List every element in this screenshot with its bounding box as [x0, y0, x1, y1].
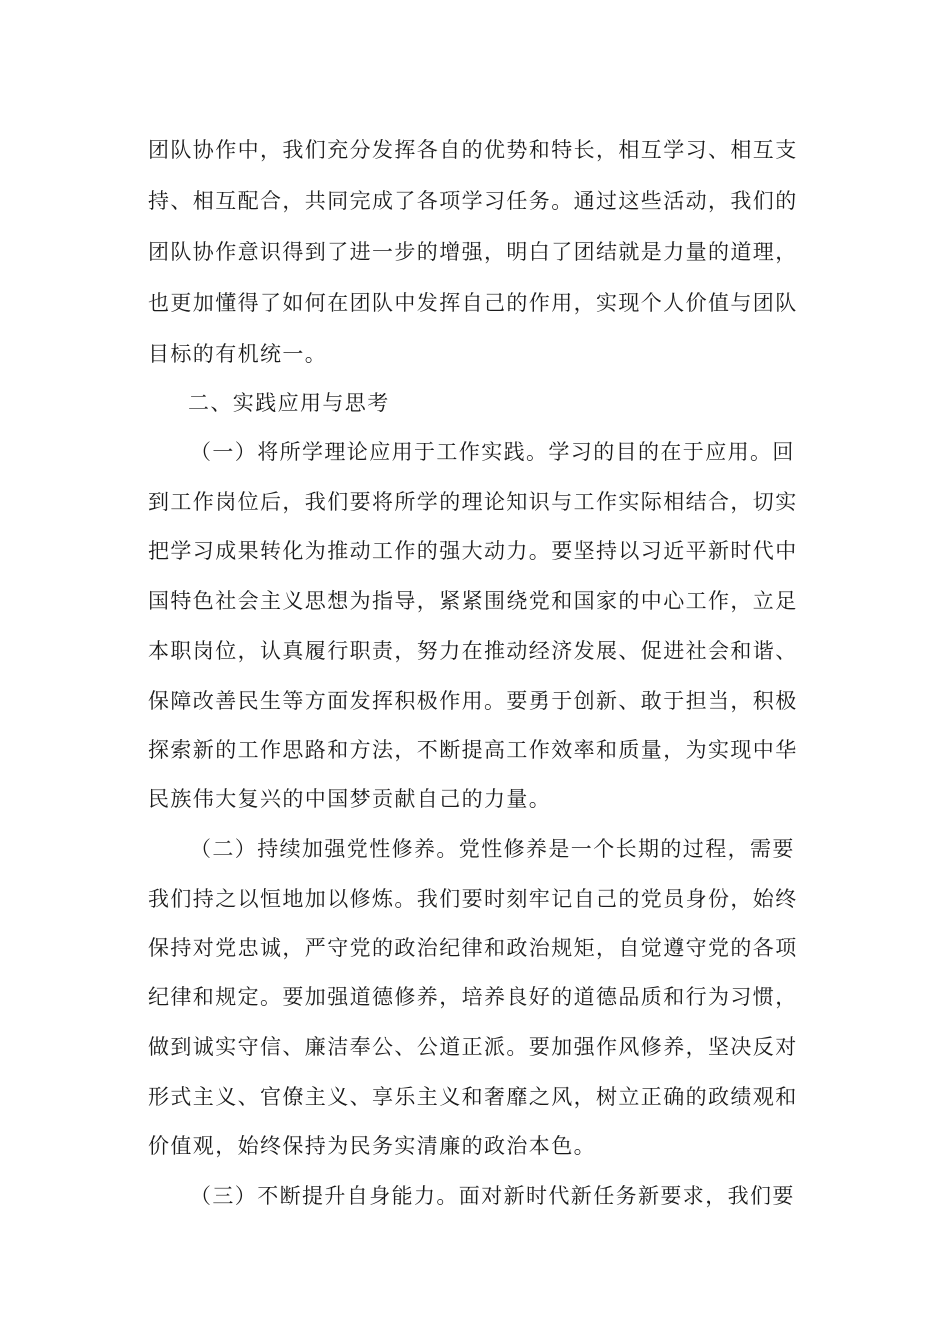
- text-line: 目标的有机统一。: [148, 342, 328, 366]
- text-line: 我们持之以恒地加以修炼。我们要时刻牢记自己的党员身份，始终: [148, 887, 798, 911]
- text-line: 把学习成果转化为推动工作的强大动力。要坚持以习近平新时代中: [148, 539, 798, 563]
- text-line: 做到诚实守信、廉洁奉公、公道正派。要加强作风修养，坚决反对: [148, 1035, 798, 1059]
- text-line: 到工作岗位后，我们要将所学的理论知识与工作实际相结合，切实: [148, 490, 798, 514]
- text-line: 价值观，始终保持为民务实清廉的政治本色。: [148, 1134, 596, 1158]
- text-line: 民族伟大复兴的中国梦贡献自己的力量。: [148, 787, 552, 811]
- text-line: 本职岗位，认真履行职责，努力在推动经济发展、促进社会和谐、: [148, 639, 798, 663]
- text-line: 团队协作意识得到了进一步的增强，明白了团结就是力量的道理，: [148, 240, 798, 264]
- text-line: 持、相互配合，共同完成了各项学习任务。通过这些活动，我们的: [148, 189, 798, 213]
- text-line: 探索新的工作思路和方法，不断提高工作效率和质量，为实现中华: [148, 738, 798, 762]
- text-line: 纪律和规定。要加强道德修养，培养良好的道德品质和行为习惯，: [148, 985, 798, 1009]
- text-line: 保持对党忠诚，严守党的政治纪律和政治规矩，自觉遵守党的各项: [148, 936, 798, 960]
- text-line: 保障改善民生等方面发挥积极作用。要勇于创新、敢于担当，积极: [148, 689, 798, 713]
- section-heading: 二、实践应用与思考: [188, 391, 390, 415]
- text-line: 形式主义、官僚主义、享乐主义和奢靡之风，树立正确的政绩观和: [148, 1085, 798, 1109]
- text-line: 也更加懂得了如何在团队中发挥自己的作用，实现个人价值与团队: [148, 291, 798, 315]
- text-line: （二）持续加强党性修养。党性修养是一个长期的过程，需要: [190, 837, 795, 861]
- text-line: （三）不断提升自身能力。面对新时代新任务新要求，我们要: [190, 1184, 795, 1208]
- text-line: （一）将所学理论应用于工作实践。学习的目的在于应用。回: [190, 440, 795, 464]
- text-line: 国特色社会主义思想为指导，紧紧围绕党和国家的中心工作，立足: [148, 589, 798, 613]
- text-line: 团队协作中，我们充分发挥各自的优势和特长，相互学习、相互支: [148, 138, 798, 162]
